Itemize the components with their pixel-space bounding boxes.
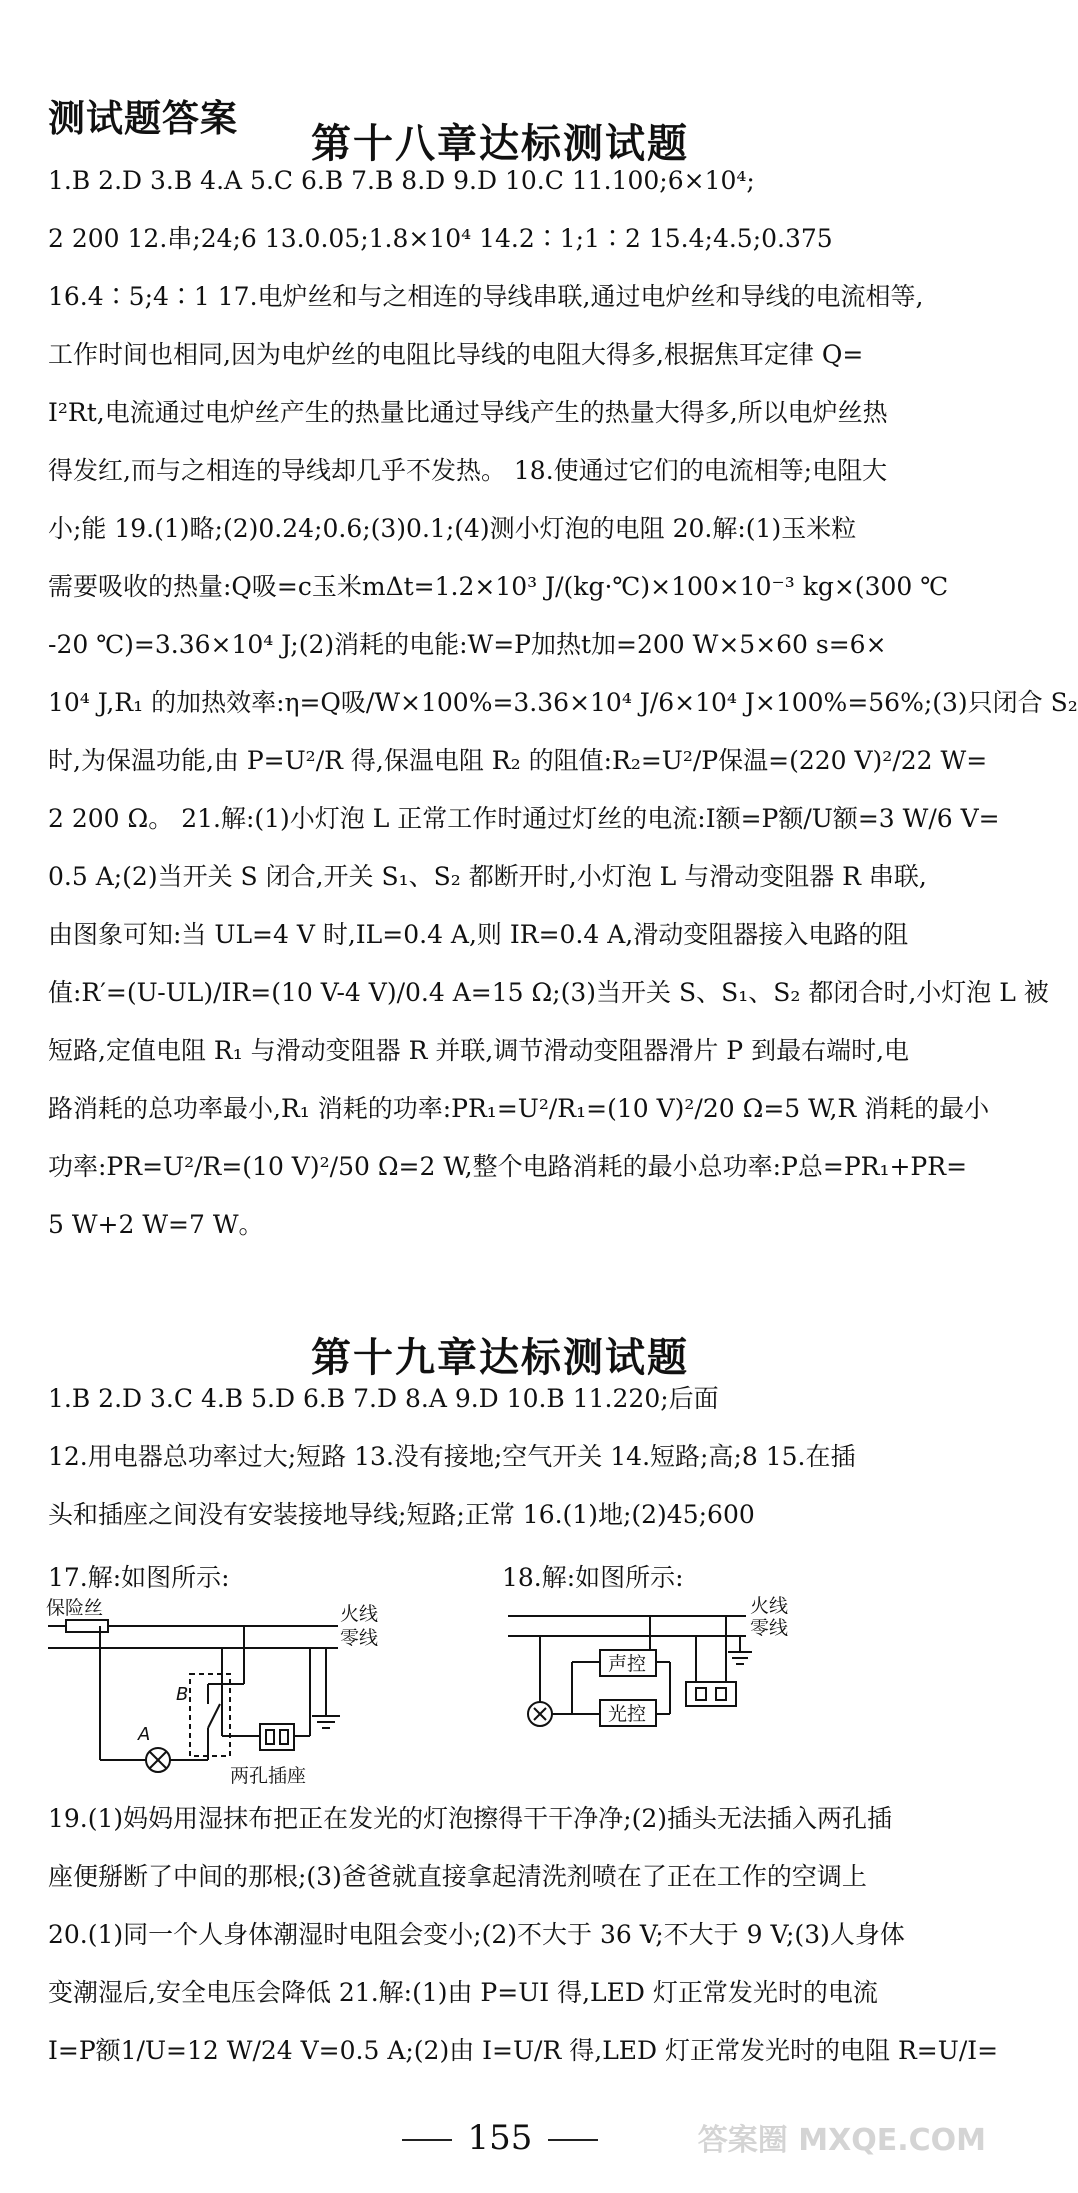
live-wire-label: 火线 <box>340 1603 379 1625</box>
light-control-label: 光控 <box>608 1703 647 1725</box>
dash-left <box>402 2139 452 2141</box>
answer-line: 时,为保温功能,由 P=U²/R 得,保温电阻 R₂ 的阻值:R₂=U²/P保温=(220 V)²/22 W= <box>48 746 988 775</box>
figure-18-circuit <box>500 1592 830 1772</box>
answer-line: 5 W+2 W=7 W。 <box>48 1210 264 1239</box>
answer-line: 1.B 2.D 3.C 4.B 5.D 6.B 7.D 8.A 9.D 10.B 11.220;后面 <box>48 1384 719 1413</box>
point-b-label: B <box>176 1684 189 1705</box>
answer-line: -20 ℃)=3.36×10⁴ J;(2)消耗的电能:W=P加热t加=200 W×5×60 s=6× <box>48 630 887 659</box>
answer-line: 值:R′=(U-UL)/IR=(10 V-4 V)/0.4 A=15 Ω;(3)当开关 S、S₁、S₂ 都闭合时,小灯泡 L 被 <box>48 978 1049 1007</box>
answer-line: 功率:PR=U²/R=(10 V)²/50 Ω=2 W,整个电路消耗的最小总功率:P总=PR₁+PR= <box>48 1152 968 1181</box>
chapter-18-answers <box>48 152 1078 1254</box>
answer-line: 头和插座之间没有安装接地导线;短路;正常 16.(1)地;(2)45;600 <box>48 1500 755 1529</box>
page-number-text: 155 <box>467 2118 533 2158</box>
neutral-wire-label: 零线 <box>340 1627 379 1649</box>
neutral-wire-label: 零线 <box>750 1617 789 1639</box>
answer-line: 19.(1)妈妈用湿抹布把正在发光的灯泡擦得干干净净;(2)插头无法插入两孔插 <box>48 1804 893 1833</box>
fuse-label: 保险丝 <box>46 1597 104 1619</box>
answer-line: 2 200 Ω。 21.解:(1)小灯泡 L 正常工作时通过灯丝的电流:I额=P额/U额=3 W/6 V= <box>48 804 1000 833</box>
answer-line: 1.B 2.D 3.B 4.A 5.C 6.B 7.B 8.D 9.D 10.C 11.100;6×10⁴; <box>48 166 755 195</box>
chapter-19-answers <box>48 1370 953 1544</box>
answer-line: 短路,定值电阻 R₁ 与滑动变阻器 R 并联,调节滑动变阻器滑片 P 到最右端时,电 <box>48 1036 910 1065</box>
point-a-label: A <box>138 1724 151 1745</box>
answer-line: 16.4∶5;4∶1 17.电炉丝和与之相连的导线串联,通过电炉丝和导线的电流相等, <box>48 282 924 311</box>
answer-line: 变潮湿后,安全电压会降低 21.解:(1)由 P=UI 得,LED 灯正常发光时的电流 <box>48 1978 878 2007</box>
answer-line: 12.用电器总功率过大;短路 13.没有接地;空气开关 14.短路;高;8 15.在插 <box>48 1442 856 1471</box>
answer-line: 路消耗的总功率最小,R₁ 消耗的功率:PR₁=U²/R₁=(10 V)²/20 Ω=5 W,R 消耗的最小 <box>48 1094 990 1123</box>
answer-line: 10⁴ J,R₁ 的加热效率:η=Q吸/W×100%=3.36×10⁴ J/6×10⁴ J×100%=56%;(3)只闭合 S₂ <box>48 688 1078 717</box>
answer-line: 20.(1)同一个人身体潮湿时电阻会变小;(2)不大于 36 V;不大于 9 V;(3)人身体 <box>48 1920 905 1949</box>
answer-line: 需要吸收的热量:Q吸=c玉米mΔt=1.2×10³ J/(kg·℃)×100×10⁻³ kg×(300 ℃ <box>48 572 949 601</box>
figure-18-caption: 18.解:如图所示: <box>502 1563 684 1592</box>
answer-line: 得发红,而与之相连的导线却几乎不发热。 18.使通过它们的电流相等;电阻大 <box>48 456 888 485</box>
socket-label: 两孔插座 <box>230 1765 307 1787</box>
chapter-19-answers-cont <box>48 1790 999 2080</box>
sound-control-label: 声控 <box>608 1653 647 1675</box>
answer-line: 2 200 12.串;24;6 13.0.05;1.8×10⁴ 14.2∶1;1∶2 15.4;4.5;0.375 <box>48 224 833 253</box>
live-wire-label: 火线 <box>750 1595 789 1617</box>
section-header: 测试题答案 <box>48 97 238 140</box>
answer-line: I²Rt,电流通过电炉丝产生的热量比通过导线产生的热量大得多,所以电炉丝热 <box>48 398 888 427</box>
answer-line: 0.5 A;(2)当开关 S 闭合,开关 S₁、S₂ 都断开时,小灯泡 L 与滑动变阻器 R 串联, <box>48 862 927 891</box>
answer-line: 工作时间也相同,因为电炉丝的电阻比导线的电阻大得多,根据焦耳定律 Q= <box>48 340 864 369</box>
answer-line: I=P额1/U=12 W/24 V=0.5 A;(2)由 I=U/R 得,LED 灯正常发光时的电阻 R=U/I= <box>48 2036 999 2065</box>
watermark: 答案圈 MXQE.COM <box>697 2123 986 2158</box>
answer-line: 小;能 19.(1)略;(2)0.24;0.6;(3)0.1;(4)测小灯泡的电阻 20.解:(1)玉米粒 <box>48 514 857 543</box>
answer-line: 座便掰断了中间的那根;(3)爸爸就直接拿起清洗剂喷在了正在工作的空调上 <box>48 1862 867 1891</box>
figure-17-caption: 17.解:如图所示: <box>48 1563 230 1592</box>
answer-line: 由图象可知:当 UL=4 V 时,IL=0.4 A,则 IR=0.4 A,滑动变阻器接入电路的阻 <box>48 920 909 949</box>
figure-17-circuit <box>40 1596 400 1796</box>
chapter-19-title: 第十九章达标测试题 <box>311 1334 689 1381</box>
chapter-18-title: 第十八章达标测试题 <box>311 120 689 167</box>
dash-right <box>548 2139 598 2141</box>
